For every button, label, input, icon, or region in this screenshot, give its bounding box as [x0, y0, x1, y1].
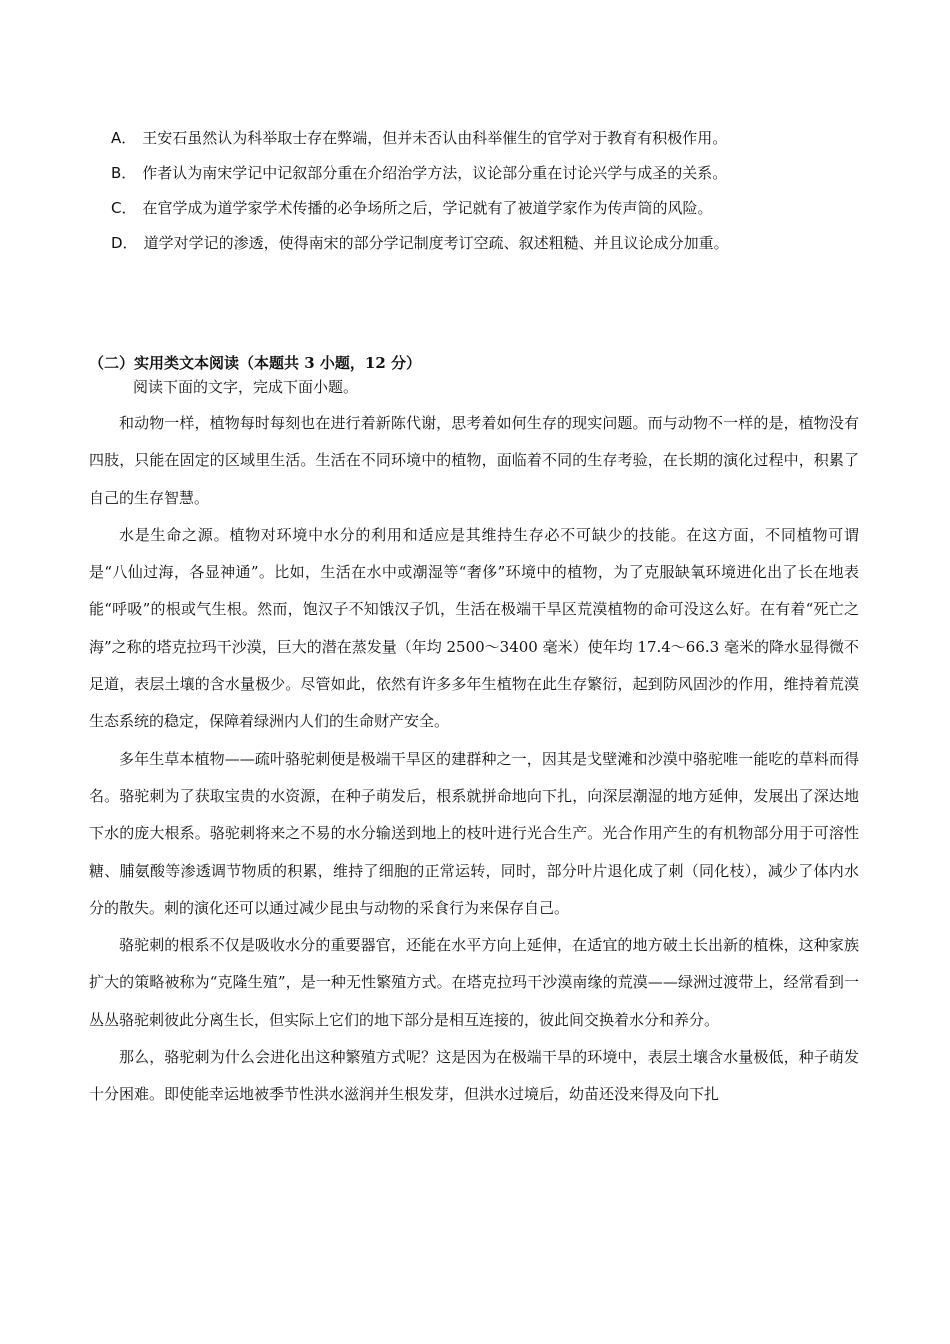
section-title: （二）实用类文本阅读（本题共 3 小题，12 分）: [89, 354, 421, 372]
option-c: [111, 197, 871, 219]
option-text: 王安石虽然认为科举取士存在弊端，但并未否认由科举催生的官学对于教育有积极作用。: [142, 129, 728, 147]
section-instruction: 阅读下面的文字，完成下面小题。: [133, 378, 359, 396]
reading-passage: [89, 405, 859, 1114]
passage-paragraph: 那么，骆驼刺为什么会进化出这种繁殖方式呢？这是因为在极端干旱的环境中，表层土壤含水量极低，种子萌发十分困难。即使能幸运地被季节性洪水滋润并生根发芽，但洪水过境后，幼苗还没来得及向下扎: [89, 1048, 859, 1104]
passage-paragraph: 骆驼刺的根系不仅是吸收水分的重要器官，还能在水平方向上延伸，在适宜的地方破土长出新的植株，这种家族扩大的策略被称为“克隆生殖”，是一种无性繁殖方式。在塔克拉玛干沙漠南缘的荒漠——绿洲过渡带上，经常看到一丛丛骆驼刺彼此分离生长，但实际上它们的地下部分是相互连接的，彼此间交换着水分和养分。: [89, 936, 859, 1029]
option-d: [111, 232, 871, 254]
passage-paragraph: 和动物一样，植物每时每刻也在进行着新陈代谢，思考着如何生存的现实问题。而与动物不一样的是，植物没有四肢，只能在固定的区域里生活。生活在不同环境中的植物，面临着不同的生存考验，在长期的演化过程中，积累了自己的生存智慧。: [89, 414, 859, 507]
option-text: 道学对学记的渗透，使得南宋的部分学记制度考订空疏、叙述粗糙、并且议论成分加重。: [143, 234, 729, 252]
option-letter: D．: [111, 234, 138, 252]
option-text: 在官学成为道学家学术传播的必争场所之后，学记就有了被道学家作为传声筒的风险。: [142, 199, 713, 217]
option-letter: C．: [111, 199, 137, 217]
option-a: [111, 127, 871, 149]
option-letter: A．: [111, 129, 137, 147]
passage-paragraph: 多年生草本植物——疏叶骆驼刺便是极端干旱区的建群种之一，因其是戈壁滩和沙漠中骆驼唯一能吃的草料而得名。骆驼刺为了获取宝贵的水资源，在种子萌发后，根系就拼命地向下扎，向深层潮湿的地方延伸，发展出了深达地下水的庞大根系。骆驼刺将来之不易的水分输送到地上的枝叶进行光合生产。光合作用产生的有机物部分用于可溶性糖、脯氨酸等渗透调节物质的积累，维持了细胞的正常运转，同时，部分叶片退化成了刺（同化枝），减少了体内水分的散失。刺的演化还可以通过减少昆虫与动物的采食行为来保存自己。: [89, 749, 859, 917]
passage-paragraph: 水是生命之源。植物对环境中水分的利用和适应是其维持生存必不可缺少的技能。在这方面，不同植物可谓是“八仙过海，各显神通”。比如，生活在水中或潮湿等“奢侈”环境中的植物，为了克服缺氧环境进化出了长在地表能“呼吸”的根或气生根。然而，饱汉子不知饿汉子饥，生活在极端干旱区荒漠植物的命可没这么好。在有着“死亡之海”之称的塔克拉玛干沙漠，巨大的潜在蒸发量（年均 2500～3400 毫米）使年均 17.4～66.3 毫米的降水显得微不足道，表层土壤的含水量极少。尽管如此，依然有许多多年生植物在此生存繁衍，起到防风固沙的作用，维持着荒漠生态系统的稳定，保障着绿洲内人们的生命财产安全。: [89, 525, 859, 731]
option-letter: B．: [111, 164, 137, 182]
option-text: 作者认为南宋学记中记叙部分重在介绍治学方法，议论部分重在讨论兴学与成圣的关系。: [142, 164, 728, 182]
option-b: [111, 162, 871, 184]
